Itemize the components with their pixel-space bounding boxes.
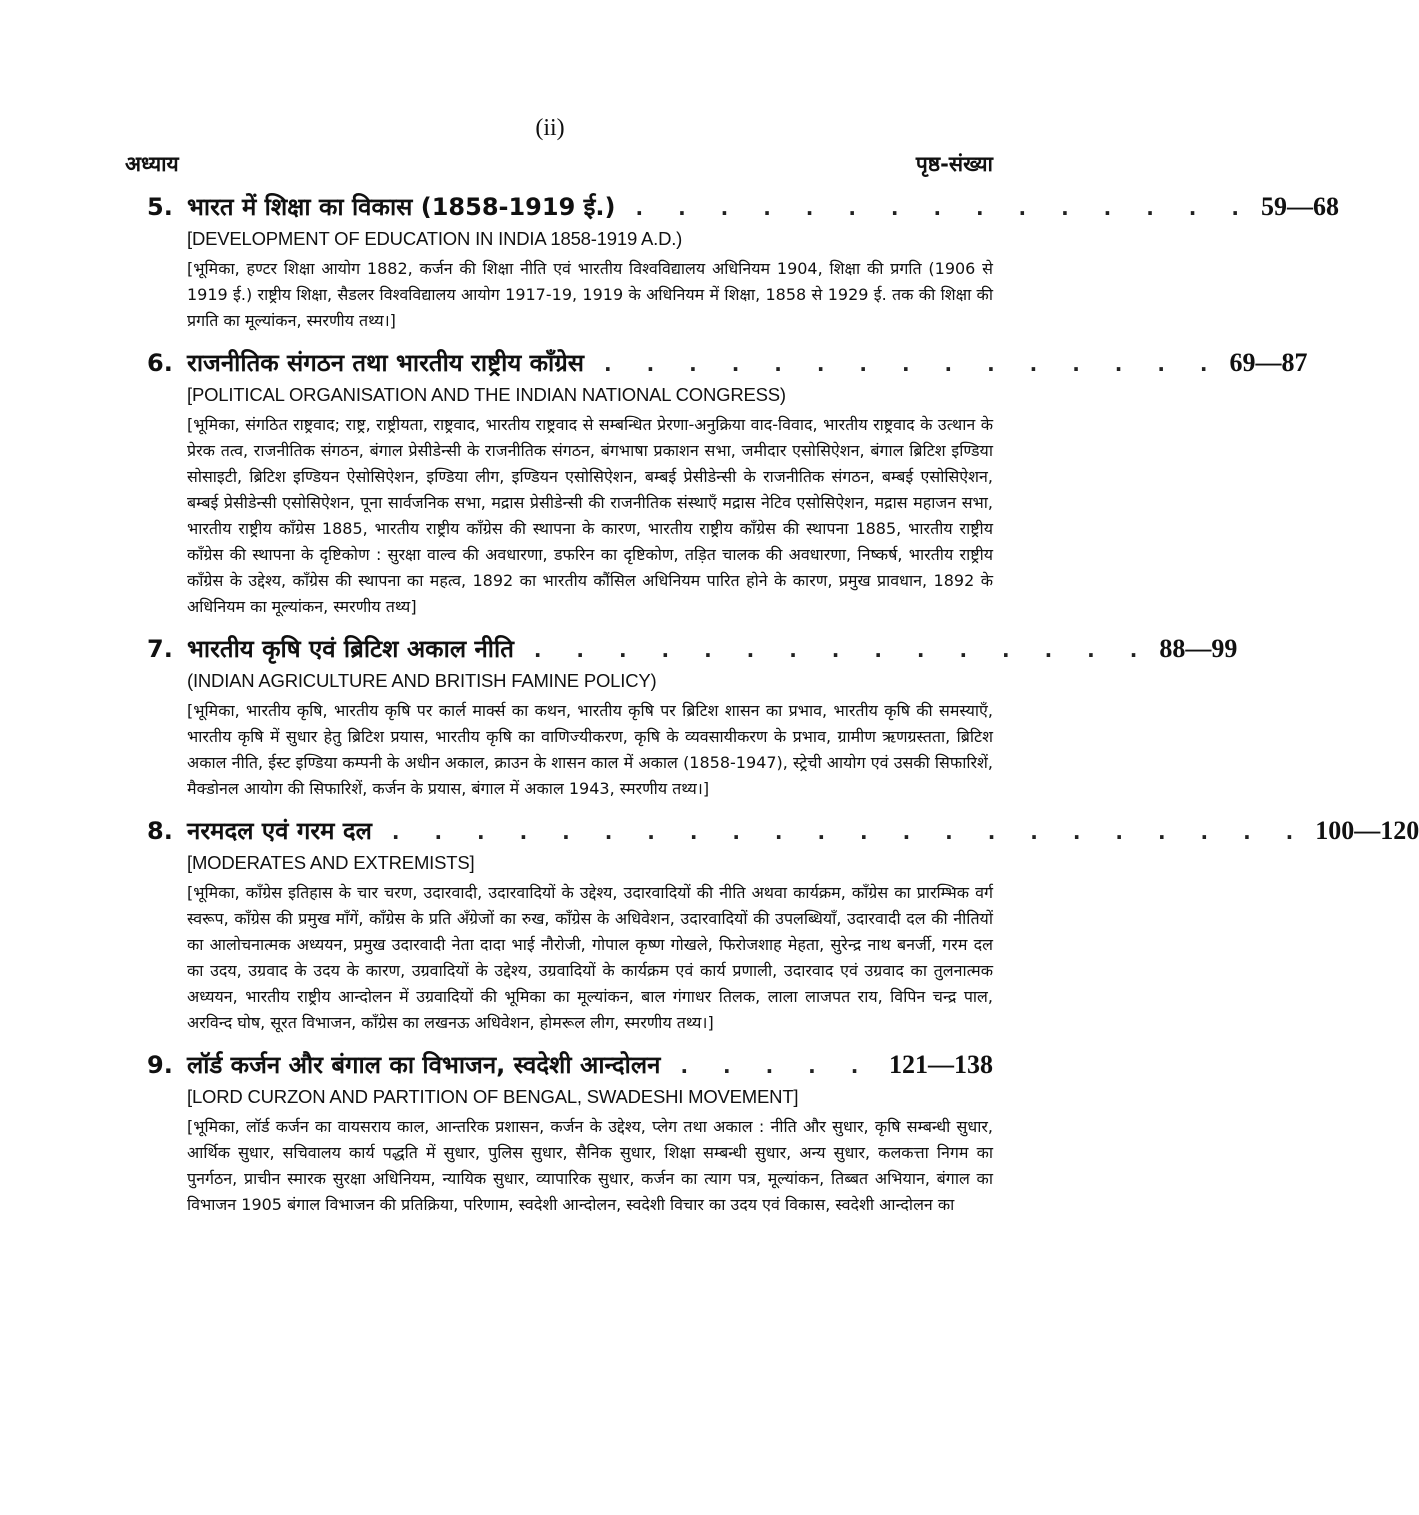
chapter-topics: [भूमिका, हण्टर शिक्षा आयोग 1882, कर्जन की शिक्षा नीति एवं भारतीय विश्वविद्यालय अधिनियम 1904, शिक्षा की प्रगति (1906 से 1919 ई.) राष्ट्रीय शिक्षा, सैडलर विश्वविद्यालय आयोग 1917-19, 1919 के अधिनियम में शिक्षा, 1858 से 1929 ई. तक की शिक्षा की प्रगति का मूल्यांकन, स्मरणीय तथ्य।] (187, 259, 993, 330)
chapter-title: नरमदल एवं गरम दल (187, 817, 372, 845)
chapter-english-title: [LORD CURZON AND PARTITION OF BENGAL, SWADESHI MOVEMENT] (187, 1086, 799, 1107)
chapter-page-range: 88—99 (1159, 634, 1238, 663)
leader-dots: . . . . . . . . . . . . . . . (635, 196, 1253, 220)
chapter-number: 6. (147, 349, 173, 377)
chapter-list (147, 190, 1419, 1230)
chapter-column-label: अध्याय (125, 152, 179, 176)
chapter-title: लॉर्ड कर्जन और बंगाल का विभाजन, स्वदेशी आन्दोलन (187, 1051, 661, 1079)
chapter-english-title: (INDIAN AGRICULTURE AND BRITISH FAMINE POLICY) (187, 670, 657, 691)
leader-dots: . . . . . . . . . . . . . . . (604, 352, 1222, 376)
page-column-label: पृष्ठ-संख्या (915, 152, 993, 176)
chapter-entry-8 (147, 814, 1419, 1036)
chapter-topics: [भूमिका, काँग्रेस इतिहास के चार चरण, उदारवादी, उदारवादियों के उद्देश्य, उदारवादियों की नीति अथवा कार्यक्रम, काँग्रेस का प्रारम्भिक वर्ग स्वरूप, काँग्रेस की प्रमुख माँगें, काँग्रेस के प्रति अँग्रेजों का रुख, काँग्रेस के अधिवेशन, उदारवादियों की उपलब्धियाँ, उदारवादी दल की नीतियों का आलोचनात्मक अध्ययन, प्रमुख उदारवादी नेता दादा भाई नौरोजी, गोपाल कृष्ण गोखले, फिरोजशाह मेहता, सुरेन्द्र नाथ बनर्जी, गरम दल का उदय, उग्रवाद के उदय के कारण, उग्रवादियों के उद्देश्य, उग्रवादियों के कार्यक्रम एवं कार्य प्रणाली, उदारवाद एवं उग्रवाद का तुलनात्मक अध्ययन, भारतीय राष्ट्रीय आन्दोलन में उग्रवादियों की भूमिका का मूल्यांकन, बाल गंगाधर तिलक, लाला लाजपत राय, विपिन चन्द्र पाल, अरविन्द घोष, सूरत विभाजन, काँग्रेस का लखनऊ अधिवेशन, होमरूल लीग, स्मरणीय तथ्य।] (187, 883, 993, 1032)
chapter-number: 7. (147, 635, 173, 663)
chapter-entry-9 (147, 1048, 993, 1218)
chapter-heading (147, 632, 1238, 668)
chapter-topics: [भूमिका, भारतीय कृषि, भारतीय कृषि पर कार्ल मार्क्स का कथन, भारतीय कृषि पर ब्रिटिश शासन का प्रभाव, भारतीय कृषि की समस्याएँ, भारतीय कृषि में सुधार हेतु ब्रिटिश प्रयास, भारतीय कृषि का वाणिज्यीकरण, कृषि के व्यवसायीकरण के प्रभाव, ग्रामीण ऋणग्रस्तता, ब्रिटिश अकाल नीति, ईस्ट इण्डिया कम्पनी के अधीन अकाल, क्राउन के शासन काल में अकाल (1858-1947), स्ट्रेची आयोग एवं उसकी सिफारिशें, मैक्डोनल आयोग की सिफारिशें, कर्जन के प्रयास, बंगाल में अकाल 1943, स्मरणीय तथ्य।] (187, 701, 993, 798)
chapter-number: 8. (147, 817, 173, 845)
leader-dots: . . . . . . . . . . . . . . . (533, 638, 1152, 662)
chapter-heading (147, 814, 1419, 850)
leader-dots: . . . . . (680, 1054, 873, 1078)
chapter-entry-6 (147, 346, 1308, 620)
chapter-english-title: [MODERATES AND EXTREMISTS] (187, 852, 475, 873)
chapter-topics: [भूमिका, संगठित राष्ट्रवाद; राष्ट्र, राष्ट्रीयता, राष्ट्रवाद, भारतीय राष्ट्रवाद से सम्बन्धित प्रेरणा-अनुक्रिया वाद-विवाद, भारतीय राष्ट्रवाद के उत्थान के प्रेरक तत्व, राजनीतिक संगठन, बंगाल प्रेसीडेन्सी के राजनीतिक संगठन, बंगभाषा प्रकाशन सभा, जमीदार एसोसिऐशन, बंगाल ब्रिटिश इण्डिया सोसाइटी, ब्रिटिश इण्डियन ऐसोसिऐशन, इण्डिया लीग, इण्डियन एसोसिऐशन, बम्बई प्रेसीडेन्सी के राजनीतिक संगठन, बम्बई एसोसिऐशन, बम्बई प्रेसीडेन्सी एसोसिऐशन, पूना सार्वजनिक सभा, मद्रास प्रेसीडेन्सी की राजनीतिक संस्थाएँ मद्रास नेटिव एसोसिऐशन, मद्रास महाजन सभा, भारतीय राष्ट्रीय काँग्रेस 1885, भारतीय राष्ट्रीय काँग्रेस की स्थापना के कारण, भारतीय राष्ट्रीय काँग्रेस की स्थापना 1885, भारतीय राष्ट्रीय काँग्रेस की स्थापना के दृष्टिकोण : सुरक्षा वाल्व की अवधारणा, डफरिन का दृष्टिकोण, तड़ित चालक की अवधारणा, निष्कर्ष, भारतीय राष्ट्रीय काँग्रेस के उद्देश्य, काँग्रेस की स्थापना का महत्व, 1892 का भारतीय कौंसिल अधिनियम पारित होने के कारण, प्रमुख प्रावधान, 1892 के अधिनियम का मूल्यांकन, स्मरणीय तथ्य] (187, 415, 993, 616)
page-number: (ii) (535, 115, 565, 141)
chapter-page-range: 69—87 (1229, 348, 1308, 377)
chapter-english-title: [DEVELOPMENT OF EDUCATION IN INDIA 1858-1919 A.D.) (187, 228, 683, 249)
chapter-number: 9. (147, 1051, 173, 1079)
chapter-entry-7 (147, 632, 1238, 802)
chapter-entry-5 (147, 190, 1339, 334)
chapter-number: 5. (147, 193, 173, 221)
chapter-title: भारतीय कृषि एवं ब्रिटिश अकाल नीति (187, 635, 514, 663)
column-header (125, 150, 993, 178)
chapter-heading (147, 1048, 993, 1084)
chapter-heading (147, 190, 1339, 226)
chapter-page-range: 59—68 (1260, 192, 1339, 221)
chapter-english-title: [POLITICAL ORGANISATION AND THE INDIAN NATIONAL CONGRESS) (187, 384, 786, 405)
chapter-title: भारत में शिक्षा का विकास (1858-1919 ई.) (187, 193, 616, 221)
leader-dots: . . . . . . . . . . . . . . . . . . . . . . (391, 820, 1308, 844)
chapter-title: राजनीतिक संगठन तथा भारतीय राष्ट्रीय काँग्रेस (187, 349, 585, 377)
chapter-topics: [भूमिका, लॉर्ड कर्जन का वायसराय काल, आन्तरिक प्रशासन, कर्जन के उद्देश्य, प्लेग तथा अकाल : नीति और सुधार, कृषि सम्बन्धी सुधार, आर्थिक सुधार, सचिवालय कार्य पद्धति में सुधार, पुलिस सुधार, सैनिक सुधार, शिक्षा सम्बन्धी सुधार, अन्य सुधार, कलकत्ता निगम का पुनर्गठन, प्राचीन स्मारक सुरक्षा अधिनियम, न्यायिक सुधार, व्यापारिक सुधार, कर्जन का त्याग पत्र, मूल्यांकन, तिब्बत अभियान, बंगाल का विभाजन 1905 बंगाल विभाजन की प्रतिक्रिया, परिणाम, स्वदेशी आन्दोलन, स्वदेशी विचार का उदय एवं विकास, स्वदेशी आन्दोलन का (187, 1117, 993, 1214)
chapter-page-range: 100—120 (1315, 816, 1419, 845)
chapter-page-range: 121—138 (889, 1050, 993, 1079)
chapter-heading (147, 346, 1308, 382)
